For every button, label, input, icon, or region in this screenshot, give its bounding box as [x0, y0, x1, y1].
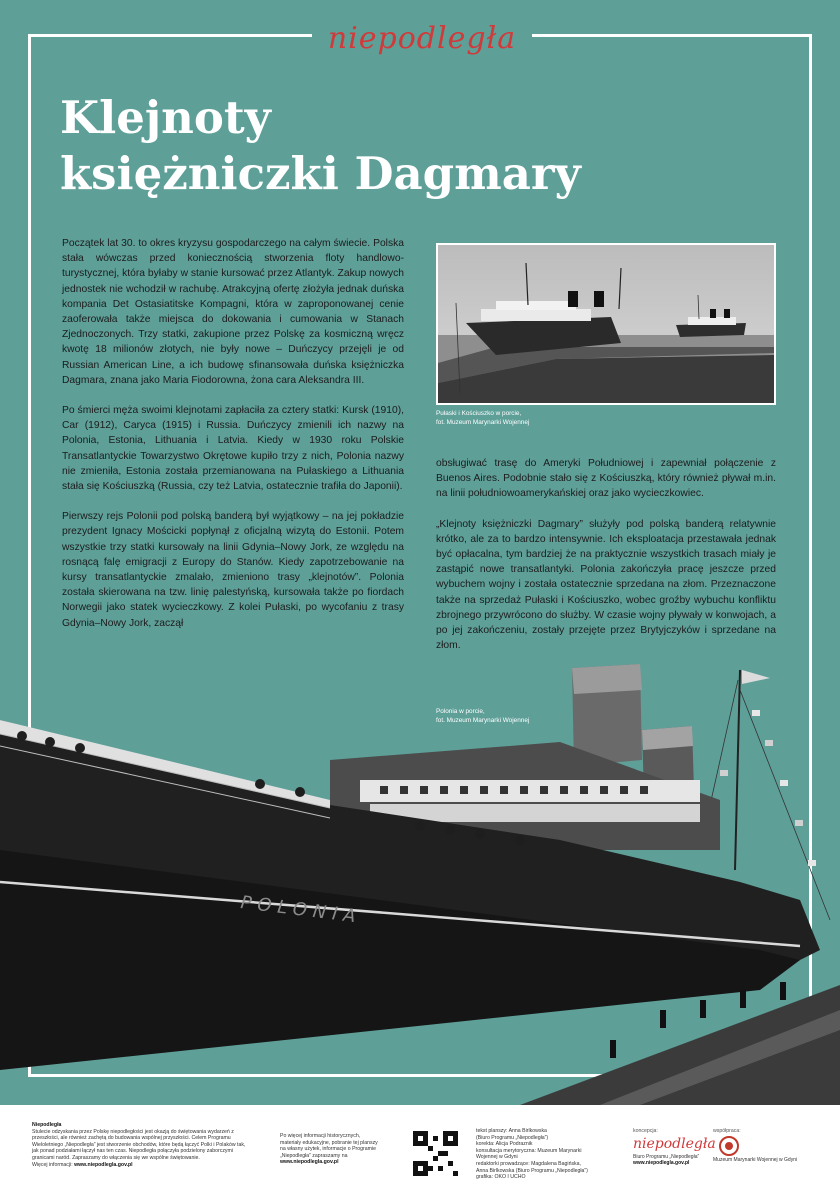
wspolpraca-block	[713, 1128, 803, 1163]
footer-more-text: Po więcej informacji historycznych, materiały edukacyjne, pobranie tej planszy na własny użytek, informacje o Programie „Niepodległa” zapraszamy na	[280, 1133, 378, 1159]
footer-website-link-2[interactable]: www.niepodlegla.gov.pl	[280, 1159, 339, 1166]
qr-code-icon[interactable]	[413, 1131, 458, 1176]
koncepcja-label: koncepcja:	[633, 1128, 658, 1134]
footer-credits	[476, 1128, 616, 1181]
frame-top-left	[28, 34, 312, 37]
credit-line: korekta: Alicja Podraznik	[476, 1141, 533, 1148]
paragraph: Po śmierci męża swoimi klejnotami zapłaciła za cztery statki: Kursk (1910), Car (1912), Caryca (1915) i Russia. Duńczycy zmienili ich nazwy na Polonia, Estonia, Lithuania i Latvia. Kiedy w 1930 roku Polskie Transatlantyckie Towarzystwo Okrętowe kupiło trzy z nich, Polonia nazwy nie zmieniła, Estonia została przemianowana na Pułaskiego a Lithuania stała się Kościuszką (Russia, czy też Latvia, ostatecznie trafiła do Japonii).	[62, 405, 404, 493]
paragraph: Pierwszy rejs Polonii pod polską banderą był wyjątkowy – na jej pokładzie prezydent Ignacy Mościcki popłynął z oficjalną wizytą do Estonii. Potem wszystkie trzy statki kursowały na linii Gdynia–Nowy Jork, ze względu na rosnącą falę emigracji z Europy do Stanów. Kiedy zapotrzebowanie na kursy transatlantyckie zmalało, zmieniono trasy „klejnotów”. Polonia została skierowana na tzw. linię palestyńską, kursowała także po fiordach Norwegii jako statek wycieczkowy. Z kolei Pułaski, po wycofaniu z trasy Gdynia–Nowy Jork, zaczął	[62, 511, 404, 629]
photo-pulaski-kosciuszko	[436, 243, 776, 405]
footer-niepodlegla-info	[32, 1122, 247, 1168]
text-column-right	[436, 456, 776, 668]
title-line-2: księżniczki Dagmary	[60, 147, 581, 200]
photo-caption-top	[436, 410, 636, 427]
credit-line: tekst planszy: Anna Birlkowska	[476, 1128, 547, 1134]
footer-description: Stulecie odzyskania przez Polskę niepodległości jest okazją do świętowania wydarzeń z przeszłości, ale również zachętą do budowania wspólnej przyszłości. Celem Programu Wieloletniego „Niepodległa” jest stworzenie obchodów, które będą łączyć Polki i Polaków tak, jak ponad podziałami łączył nas ten czas. Niepodległa połączyła podzielony zaborczymi granicami naród. Zapraszamy do włączenia się we wspólne świętowanie.	[32, 1128, 246, 1161]
credit-line: Anna Birlkowska (Biuro Programu „Niepodległa”)	[476, 1167, 588, 1174]
credit-line: Wojennej w Gdyni	[476, 1154, 518, 1161]
paragraph: „Klejnoty księżniczki Dagmary” służyły pod polską banderą relatywnie krótko, ale za to bardzo intensywnie. Ich eksploatacja przestawała jednak być opłacalna, tym bardziej że na praktycznie wszystkich trasach miały je zastąpić nowe transatlantyki. Polonia zakończyła pracę jeszcze przed wybuchem wojny i została ostatecznie sprzedana na złom. Przeznaczone także na sprzedaż Pułaski i Kościuszko, wobec groźby wybuchu konfliktu zbrojnego przywrócono do służby. W czasie wojny pływały w konwojach, a po jej zakończeniu, zostały przejęte przez Brytyjczyków i sprzedane na złom.	[436, 518, 776, 652]
koncepcja-text: Biuro Programu „Niepodległa”	[633, 1154, 700, 1160]
credit-line: grafika: OKO I UCHO	[476, 1174, 526, 1181]
credit-line: redaktorki prowadzące: Magdalena Bagińska,	[476, 1160, 581, 1167]
niepodlegla-mini-logo: niepodległa	[633, 1136, 716, 1152]
caption-source: fot. Muzeum Marynarki Wojennej	[436, 418, 530, 426]
paragraph: Początek lat 30. to okres kryzysu gospodarczego na całym świecie. Polska stała wówczas przed koniecznością stworzenia floty handlowo-turystycznej, która byłaby w stanie kursować przez Atlantyk. Zakup nowych jednostek nie wchodził w rachubę. Atrakcyjną ofertę złożyła jednak duńska kompania Det Ostasiatitske Kompagni, która w zaproponowanej cenie zaoferowała także miejsca do dokowania i cumowania w Stanach Zjednoczonych. Trzy statki, zakupione przez Polskę za kosmiczną wręcz kwotę 18 milionów złotych, nie były nowe – Duńczycy przejęli je od Russian American Line, a ich budowę sfinansowała duńska księżniczka Dagmara, znana jako Maria Fiodorowna, żona cara Aleksandra III.	[62, 238, 404, 386]
page-title	[60, 90, 620, 202]
credit-line: (Biuro Programu „Niepodległa”)	[476, 1134, 549, 1141]
credit-line: konsultacja merytoryczna: Muzeum Marynarki	[476, 1147, 582, 1154]
hull-name-text: POLONIA	[239, 892, 363, 928]
footer-website-link[interactable]: www.niepodlegla.gov.pl	[74, 1161, 133, 1168]
frame-top-right	[532, 34, 809, 37]
caption-line: Pułaski i Kościuszko w porcie,	[436, 410, 522, 417]
wspolpraca-text: Muzeum Marynarki Wojennej w Gdyni	[713, 1157, 798, 1163]
photo-caption-ship	[436, 708, 596, 725]
footer-more-info	[280, 1133, 380, 1166]
niepodlegla-logo: niepodległa	[327, 21, 517, 56]
wspolpraca-label: współpraca:	[713, 1128, 741, 1134]
caption-line: Polonia w porcie,	[436, 708, 485, 715]
paragraph: obsługiwać trasę do Ameryki Południowej i zapewniał połączenie z Buenos Aires. Podobnie stało się z Kościuszką, który również pływał m.in. na linii południowoamerykańskiej oraz jako wycieczkowiec.	[436, 458, 776, 500]
museum-emblem-icon	[719, 1136, 739, 1156]
koncepcja-block	[633, 1128, 716, 1167]
caption-source: fot. Muzeum Marynarki Wojennej	[436, 716, 530, 724]
footer-more-label: Więcej informacji:	[32, 1161, 73, 1168]
polonia-ship-photo	[0, 650, 840, 1105]
title-line-1: Klejnoty	[60, 91, 271, 144]
text-column-left	[62, 236, 404, 646]
koncepcja-link[interactable]: www.niepodlegla.gov.pl	[633, 1160, 690, 1167]
harbor-photo-image	[436, 243, 776, 405]
footer-title: Niepodległa	[32, 1122, 62, 1128]
ship-image	[0, 650, 840, 1105]
